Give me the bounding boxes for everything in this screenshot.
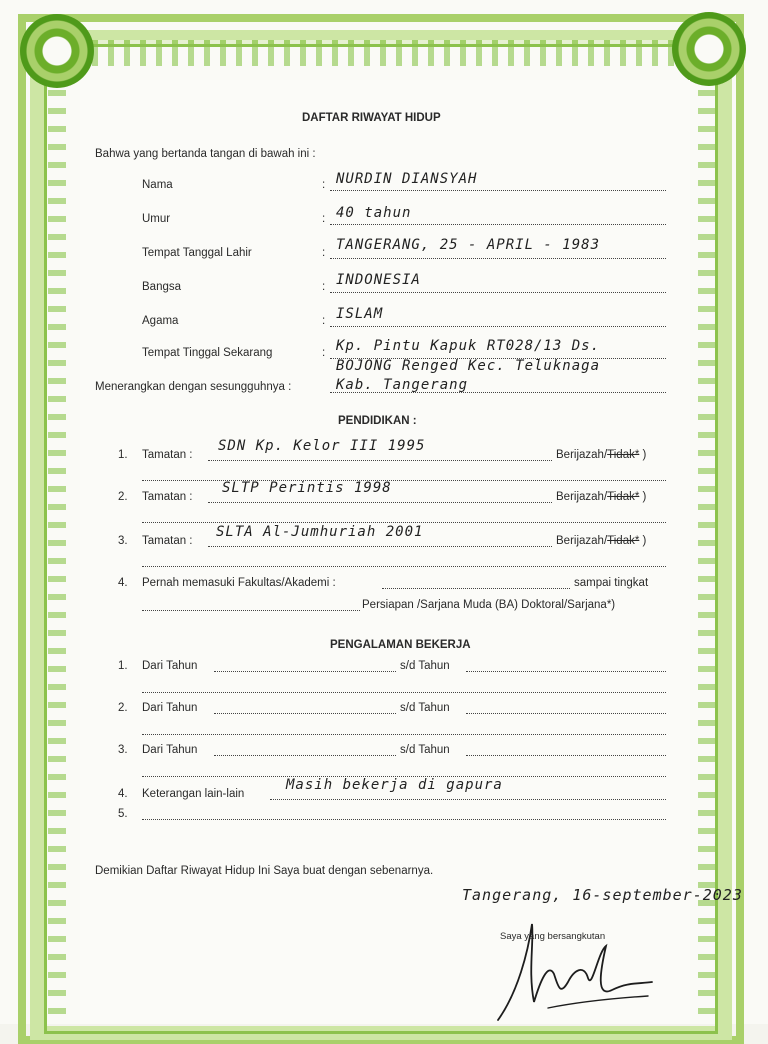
fill-line [382, 588, 570, 589]
fill-line [214, 671, 396, 672]
fill-line [208, 546, 552, 547]
value-nama: NURDIN DIANSYAH [336, 171, 478, 187]
colon: : [322, 281, 326, 293]
label-nama: Nama [142, 179, 173, 191]
colon: : [322, 247, 326, 259]
fill-line [214, 713, 396, 714]
edu-num: 3. [118, 535, 128, 547]
place-date: Tangerang, 16-september-2023 [462, 886, 743, 904]
value-bangsa: INDONESIA [336, 272, 421, 288]
value-tempat-tinggal-2: BOJONG Renged Kec. Teluknaga [336, 358, 601, 374]
label-umur: Umur [142, 213, 171, 225]
faculty-line2: Persiapan /Sarjana Muda (BA) Doktoral/Sarjana*) [362, 599, 616, 611]
work-note-num: 4. [118, 788, 128, 800]
fill-line [142, 480, 666, 481]
fill-line [142, 734, 666, 735]
work-num: 1. [118, 660, 128, 672]
fill-line [270, 799, 666, 800]
fill-line [214, 755, 396, 756]
work-label: Dari Tahun [142, 744, 198, 756]
fill-line [330, 292, 666, 293]
edu-num: 2. [118, 491, 128, 503]
value-tempat-tinggal: Kp. Pintu Kapuk RT028/13 Ds. [336, 338, 601, 354]
fill-line [142, 522, 666, 523]
fill-line [330, 224, 666, 225]
label-tempat-tinggal: Tempat Tinggal Sekarang [142, 347, 273, 359]
edu-label: Tamatan : [142, 449, 193, 461]
work-to: s/d Tahun [400, 660, 450, 672]
edu-cert: Berijazah/Tidak* ) [556, 491, 647, 503]
colon: : [322, 315, 326, 327]
colon: : [322, 347, 326, 359]
content-area [80, 80, 690, 1024]
edu-cert: Berijazah/Tidak* ) [556, 535, 647, 547]
signer-label: Saya yang bersangkutan [500, 931, 606, 942]
fill-line [330, 326, 666, 327]
edu-cert: Berijazah/Tidak* ) [556, 449, 647, 461]
section-heading-work: PENGALAMAN BEKERJA [330, 639, 471, 651]
fill-line [142, 692, 666, 693]
edu-num: 1. [118, 449, 128, 461]
value-agama: ISLAM [336, 306, 384, 322]
declare-label: Menerangkan dengan sesungguhnya : [95, 381, 292, 393]
work-num: 3. [118, 744, 128, 756]
edu-num: 4. [118, 577, 128, 589]
work-label: Dari Tahun [142, 660, 198, 672]
fill-line [208, 460, 552, 461]
edu-value: SLTP Perintis 1998 [222, 480, 392, 496]
corner-ornament-icon [672, 12, 746, 86]
work-item5-num: 5. [118, 808, 128, 820]
fill-line [208, 502, 552, 503]
edu-label: Tamatan : [142, 491, 193, 503]
value-umur: 40 tahun [336, 205, 412, 221]
edu-value: SLTA Al-Jumhuriah 2001 [216, 524, 424, 540]
corner-ornament-icon [20, 14, 94, 88]
work-to: s/d Tahun [400, 744, 450, 756]
faculty-label: Pernah memasuki Fakultas/Akademi : [142, 577, 336, 589]
faculty-end: sampai tingkat [574, 577, 649, 589]
document-title: DAFTAR RIWAYAT HIDUP [302, 112, 441, 124]
label-ttl: Tempat Tanggal Lahir [142, 247, 252, 259]
fill-line [330, 190, 666, 191]
work-to: s/d Tahun [400, 702, 450, 714]
fill-line [142, 566, 666, 567]
edu-value: SDN Kp. Kelor III 1995 [218, 438, 426, 454]
colon: : [322, 213, 326, 225]
label-agama: Agama [142, 315, 179, 327]
fill-line [466, 713, 666, 714]
edu-label: Tamatan : [142, 535, 193, 547]
fill-line [466, 671, 666, 672]
work-note-value: Masih bekerja di gapura [286, 777, 503, 793]
fill-line [466, 755, 666, 756]
work-label: Dari Tahun [142, 702, 198, 714]
work-num: 2. [118, 702, 128, 714]
fill-line [142, 610, 360, 611]
section-heading-education: PENDIDIKAN : [338, 415, 417, 427]
fill-line [330, 258, 666, 259]
fill-line [142, 819, 666, 820]
intro-text: Bahwa yang bertanda tangan di bawah ini : [95, 148, 316, 160]
declare-value: Kab. Tangerang [336, 377, 469, 393]
closing-text: Demikian Daftar Riwayat Hidup Ini Saya buat dengan sebenarnya. [95, 865, 434, 877]
label-bangsa: Bangsa [142, 281, 182, 293]
value-ttl: TANGERANG, 25 - APRIL - 1983 [336, 237, 601, 253]
signature-icon [488, 912, 658, 1024]
colon: : [322, 179, 326, 191]
work-note-label: Keterangan lain-lain [142, 788, 245, 800]
